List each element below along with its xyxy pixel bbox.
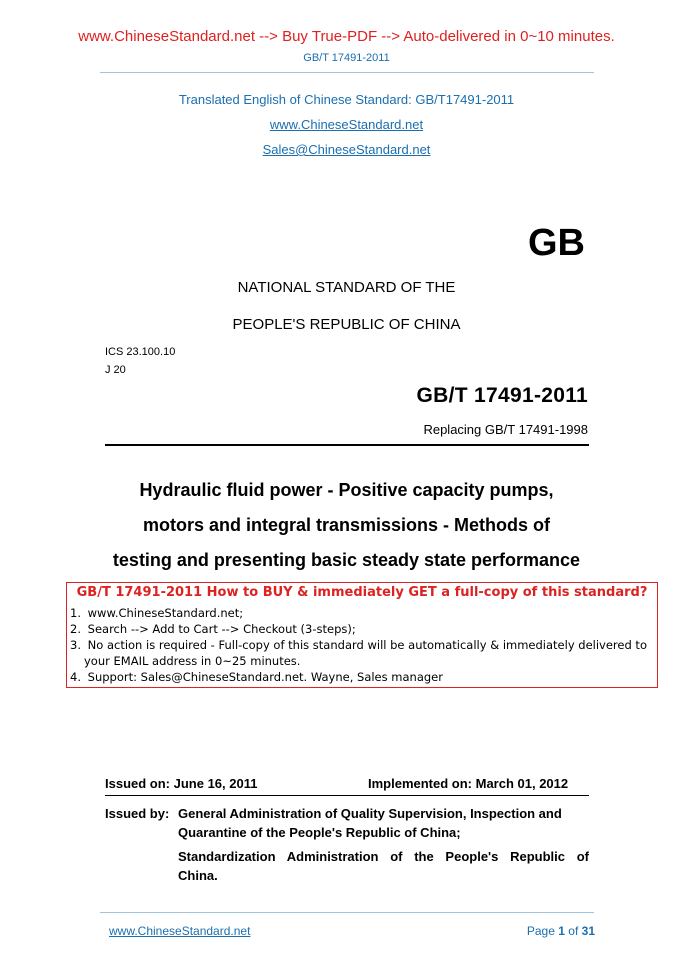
issuer-2-line2: China.: [178, 868, 218, 883]
footer-website-link[interactable]: www.ChineseStandard.net: [109, 924, 251, 938]
page-label: Page: [526, 924, 555, 938]
step-text: your EMAIL address in 0~25 minutes.: [84, 654, 301, 668]
purchase-step: [70, 622, 356, 636]
issued-on: Issued on: June 16, 2011: [105, 776, 258, 791]
website-link-wrap: [0, 117, 693, 132]
email-link[interactable]: Sales@ChineseStandard.net: [262, 142, 431, 157]
page-total: 31: [581, 924, 595, 938]
translated-line: Translated English of Chinese Standard: GB/T17491-2011: [178, 92, 515, 107]
issuer-2: [178, 847, 589, 885]
footer-divider: [100, 912, 594, 913]
step-number: 2.: [70, 622, 81, 636]
title-line-2: motors and integral transmissions - Methods of: [142, 515, 551, 535]
header-divider: [100, 72, 594, 73]
website-link[interactable]: www.ChineseStandard.net: [269, 117, 424, 132]
title-line-1: Hydraulic fluid power - Positive capacity pumps,: [139, 480, 554, 500]
standard-number: GB/T 17491-2011: [416, 384, 588, 407]
purchase-step: [70, 606, 243, 620]
issuer-2-line1: Standardization Administration of the People's Republic of: [178, 849, 589, 864]
implemented-on: Implemented on: March 01, 2012: [368, 776, 569, 791]
issuer-1-line1: General Administration of Quality Supervision, Inspection and: [178, 806, 562, 821]
national-standard-line1: NATIONAL STANDARD OF THE: [237, 279, 456, 296]
ccs-code: J 20: [105, 364, 126, 376]
step-text: Search --> Add to Cart --> Checkout (3-steps);: [87, 622, 356, 636]
purchase-box-title: GB/T 17491-2011 How to BUY & immediately GET a full-copy of this standard?: [76, 585, 648, 600]
issuer-1-line2: Quarantine of the People's Republic of China;: [178, 825, 461, 840]
step-text[interactable]: www.ChineseStandard.net;: [87, 606, 244, 620]
page-indicator: [527, 924, 595, 938]
step-text: Support: Sales@ChineseStandard.net. Wayne, Sales manager: [87, 670, 443, 684]
header-standard-code: GB/T 17491-2011: [303, 52, 390, 64]
replacing-note: Replacing GB/T 17491-1998: [423, 422, 588, 437]
step-number: 1.: [70, 606, 81, 620]
title-line-3: testing and presenting basic steady state performance: [112, 550, 581, 570]
issue-divider: [105, 795, 589, 796]
national-standard-line2: PEOPLE'S REPUBLIC OF CHINA: [232, 316, 461, 333]
page-current: 1: [558, 924, 565, 938]
issuer-1: [178, 804, 589, 842]
ics-code: ICS 23.100.10: [105, 346, 176, 358]
email-link-wrap: [0, 142, 693, 157]
purchase-step: [70, 638, 647, 652]
step-number: 4.: [70, 670, 81, 684]
purchase-info-box: [66, 582, 658, 688]
gb-mark: GB: [528, 222, 585, 264]
issued-by-label: Issued by:: [105, 806, 170, 821]
purchase-step: [70, 670, 443, 684]
purchase-step-continuation: [84, 654, 300, 668]
page-of: of: [568, 924, 579, 938]
step-number: 3.: [70, 638, 81, 652]
top-banner[interactable]: www.ChineseStandard.net --> Buy True-PDF --> Auto-delivered in 0~10 minutes.: [78, 28, 615, 45]
title-divider: [105, 444, 589, 446]
step-text: No action is required - Full-copy of this standard will be automatically & immediately delivered to: [87, 638, 647, 652]
